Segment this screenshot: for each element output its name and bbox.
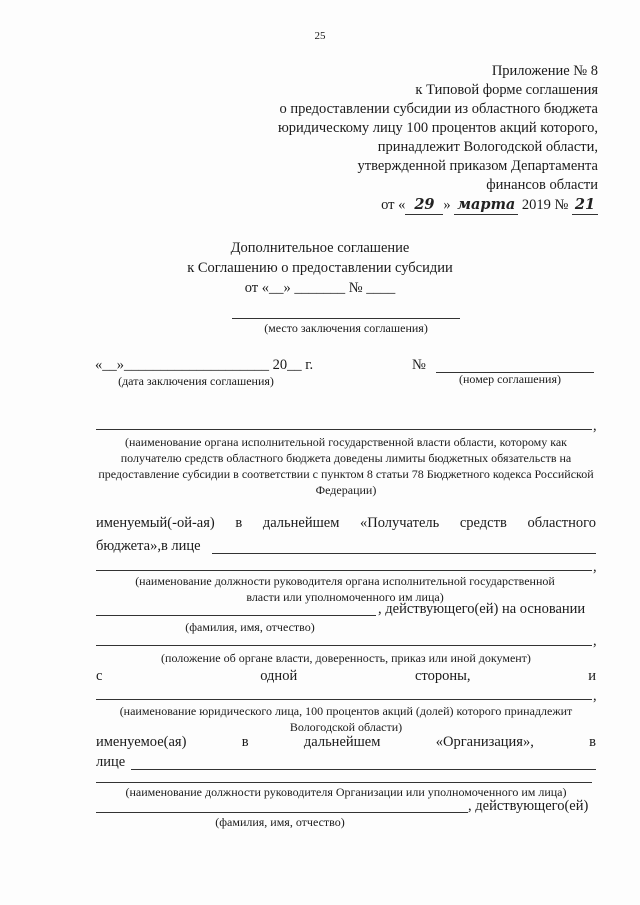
title-line-3: от «__» _______ № ____: [244, 280, 396, 296]
recipient-person-line[interactable]: [212, 553, 596, 554]
appendix-line: о предоставлении субсидии из областного бюджета: [279, 101, 598, 117]
one-side-line: с одной стороны, и: [96, 668, 596, 684]
basis-caption: (положение об органе власти, доверенность, приказ или иной документ): [161, 651, 531, 665]
date-caption: (дата заключения соглашения): [118, 374, 274, 388]
org-fio-line[interactable]: [96, 812, 468, 813]
appendix-date-line: от « 29 » марта 2019 № 21: [278, 195, 598, 215]
org-named-line: именуемое(ая) в дальнейшем «Организация», в: [96, 734, 596, 750]
head-position-line[interactable]: [96, 570, 592, 571]
head-caption: (наименование должности руководителя органа исполнительной государственной власти или уполномоченного им лица): [135, 574, 555, 604]
place-line[interactable]: [232, 318, 460, 319]
authority-caption: (наименование органа исполнительной государственной власти области, которому как получателю средств областного бюджета доведены лимиты бюджетных обязательств на предоставление субсидии в соответствии с пунктом 8 статьи 78 Бюджетного кодекса Российской Федерации): [98, 435, 594, 497]
organization-line[interactable]: [96, 699, 592, 700]
appendix-line: принадлежит Вологодской области,: [377, 139, 598, 155]
appendix-line: финансов области: [486, 177, 598, 193]
comma: ,: [593, 688, 597, 704]
org-head-line[interactable]: [96, 782, 592, 783]
fio-caption: (фамилия, имя, отчество): [215, 815, 345, 829]
acting-short: , действующего(ей): [468, 798, 589, 814]
appendix-line: Приложение № 8: [491, 63, 598, 79]
appendix-header: [278, 62, 598, 215]
appendix-line: к Типовой форме соглашения: [415, 82, 598, 98]
title-line-2: к Соглашению о предоставлении субсидии: [187, 260, 453, 276]
number-sign: №: [412, 357, 426, 373]
agreement-title: [0, 238, 640, 298]
page-number: 25: [314, 30, 326, 42]
number-caption: (номер соглашения): [459, 372, 561, 386]
organization-caption: (наименование юридического лица, 100 процентов акций (долей) которого принадлежит Вологодской области): [119, 704, 573, 734]
org-person-line[interactable]: [131, 769, 596, 770]
appendix-line: утвержденной приказом Департамента: [357, 158, 598, 174]
handwritten-day: 29: [405, 195, 443, 215]
org-in-person: лице: [96, 754, 126, 770]
fio-caption: (фамилия, имя, отчество): [185, 620, 315, 634]
comma: ,: [593, 559, 597, 575]
org-head-caption: (наименование должности руководителя Организации или уполномоченного им лица): [125, 785, 567, 799]
acting-basis: , действующего(ей) на основании: [378, 601, 586, 617]
appendix-line: юридическому лицу 100 процентов акций которого,: [277, 120, 598, 136]
comma: ,: [593, 418, 597, 434]
recipient-named-line: именуемый(-ой-ая) в дальнейшем «Получатель средств областного: [96, 515, 596, 531]
handwritten-month: марта: [454, 195, 518, 215]
title-line-1: Дополнительное соглашение: [230, 240, 410, 256]
head-fio-line[interactable]: [96, 615, 376, 616]
date-blank: «__»____________________ 20__ г.: [95, 357, 314, 373]
recipient-in-person: бюджета»,в лице: [96, 538, 201, 554]
comma: ,: [593, 633, 597, 649]
place-caption: (место заключения соглашения): [264, 321, 428, 335]
basis-line[interactable]: [96, 645, 592, 646]
handwritten-number: 21: [572, 195, 598, 215]
authority-line[interactable]: [96, 429, 592, 430]
